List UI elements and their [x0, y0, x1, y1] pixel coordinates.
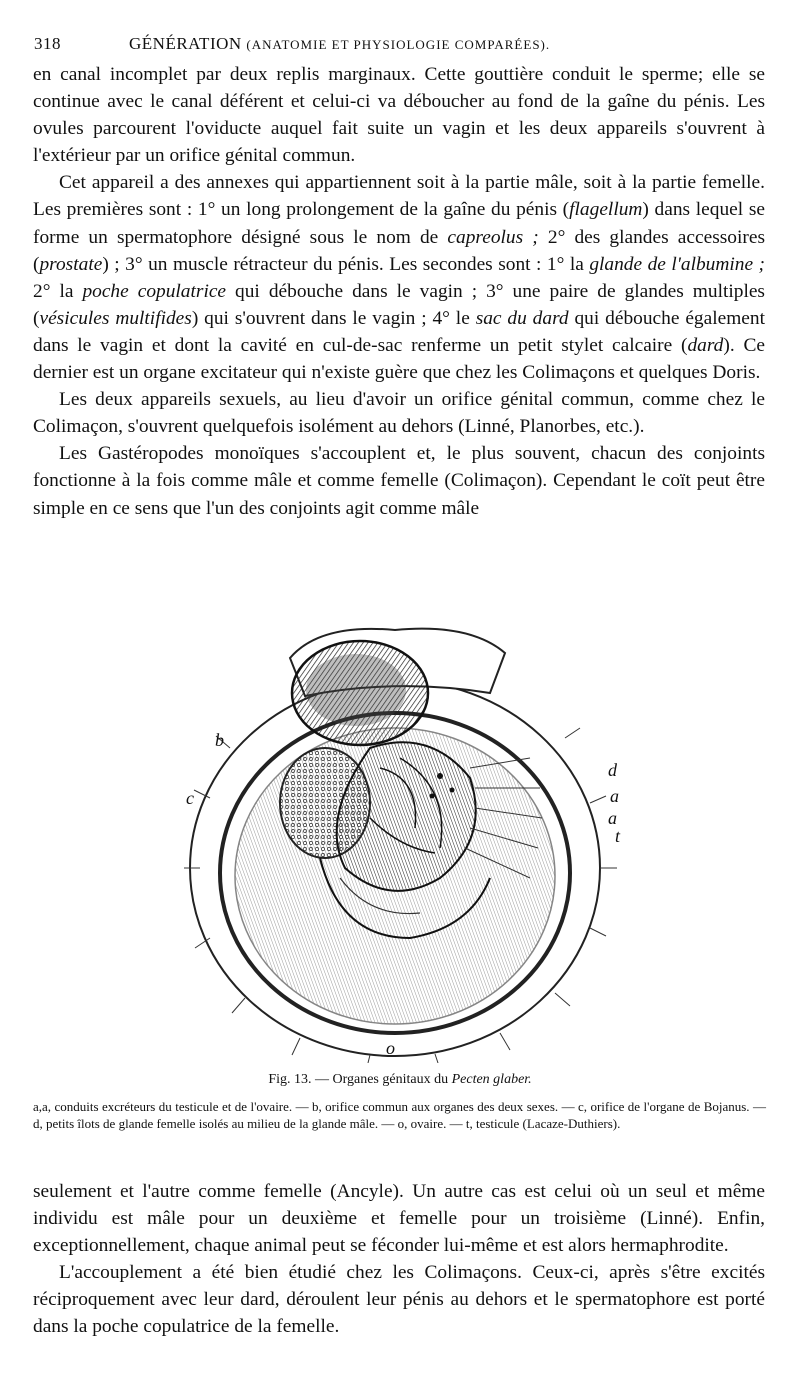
paragraph: Cet appareil a des annexes qui appartiennent soit à la partie mâle, soit à la partie femelle. Les premières sont : 1° un long prolongement de la gaîne du pénis (flagellum) dans lequel se forme un spermatophore désigné sous le nom de capreolus ; 2° des glandes accessoires (prostate) ; 3° un muscle rétracteur du pénis. Les secondes sont : 1° la glande de l'albumine ; 2° la poche copulatrice qui débouche dans le vagin ; 3° une paire de glandes multiples (vésicules multifides) qui s'ouvrent dans le vagin ; 4° le sac du dard qui débouche également dans le vagin et dont la cavité en cul-de-sac renferme un petit stylet calcaire (dard). Ce dernier est un organe excitateur qui n'existe guère que chez les Colimaçons et quelques Doris.: [33, 172, 766, 384]
paragraph: L'accouplement a été bien étudié chez les Colimaçons. Ceux-ci, après s'être excités réciproquement avec leur dard, déroulent leur pénis au dehors et le spermatophore est porté dans la poche copulatrice de la femelle.: [33, 1262, 765, 1338]
figure-caption: Fig. 13. — Organes génitaux du Pecten glaber.: [268, 1072, 532, 1087]
term-flagellum: flagellum: [569, 199, 643, 221]
figure-label-o: o: [386, 1038, 395, 1058]
running-header: [34, 34, 774, 54]
engraving-drawing: [170, 618, 630, 1063]
figure-label-a2: a: [608, 808, 617, 828]
figure-label-t: t: [615, 826, 621, 846]
running-subtitle: (ANATOMIE ET PHYSIOLOGIE COMPARÉES).: [246, 37, 551, 52]
term-capreolus: capreolus ;: [447, 226, 539, 248]
figure-label-b: b: [215, 730, 224, 750]
term-poche: poche copulatrice: [82, 280, 227, 302]
term-albumine: glande de l'albumine ;: [589, 253, 766, 275]
paragraph: seulement et l'autre comme femelle (Ancyle). Un autre cas est celui où un seul et même individu est mâle pour un deuxième et femelle pour un troisième (Linné). Enfin, exceptionnellement, chaque animal peut se féconder lui-même et est alors hermaphrodite.: [33, 1181, 765, 1257]
term-vesicules: vésicules multifides: [39, 307, 192, 329]
body-text-top: [33, 61, 765, 522]
term-sac: sac du dard: [475, 307, 569, 329]
figure-label-d: d: [608, 760, 617, 780]
running-title: GÉNÉRATION: [129, 34, 242, 53]
paragraph: Les Gastéropodes monoïques s'accouplent et, le plus souvent, chacun des conjoints fonctionne à la fois comme mâle et comme femelle (Colimaçon). Cependant le coït peut être simple en ce sens que l'un des conjoints agit comme mâle: [33, 443, 765, 519]
body-text-bottom: [33, 1178, 765, 1341]
species-name: Pecten glaber.: [451, 1072, 532, 1087]
paragraph: en canal incomplet par deux replis marginaux. Cette gouttière conduit le sperme; elle se continue avec le canal déférent et celui-ci va déboucher au fond de la gaîne du pénis. Les ovules parcourent l'oviducte auquel fait suite un vagin et les deux appareils s'ouvrent à l'extérieur par un orifice génital commun.: [33, 64, 765, 167]
term-prostate: prostate: [39, 253, 103, 275]
term-dard: dard: [687, 334, 724, 356]
figure-label-a1: a: [610, 786, 619, 806]
figure-label-c: c: [186, 788, 194, 808]
figure-pecten-illustration: [170, 618, 630, 1063]
paragraph: Les deux appareils sexuels, au lieu d'avoir un orifice génital commun, comme chez le Colimaçon, s'ouvrent quelquefois isolément au dehors (Linné, Planorbes, etc.).: [33, 389, 765, 438]
page-number: 318: [34, 34, 61, 53]
figure-legend: a,a, conduits excréteurs du testicule et de l'ovaire. — b, orifice commun aux organes des deux sexes. — c, orifice de l'organe de Bojanus. — d, petits îlots de glande femelle isolés au milieu de la glande mâle. — o, ovaire. — t, testicule (Lacaze-Duthiers).: [33, 1099, 766, 1131]
